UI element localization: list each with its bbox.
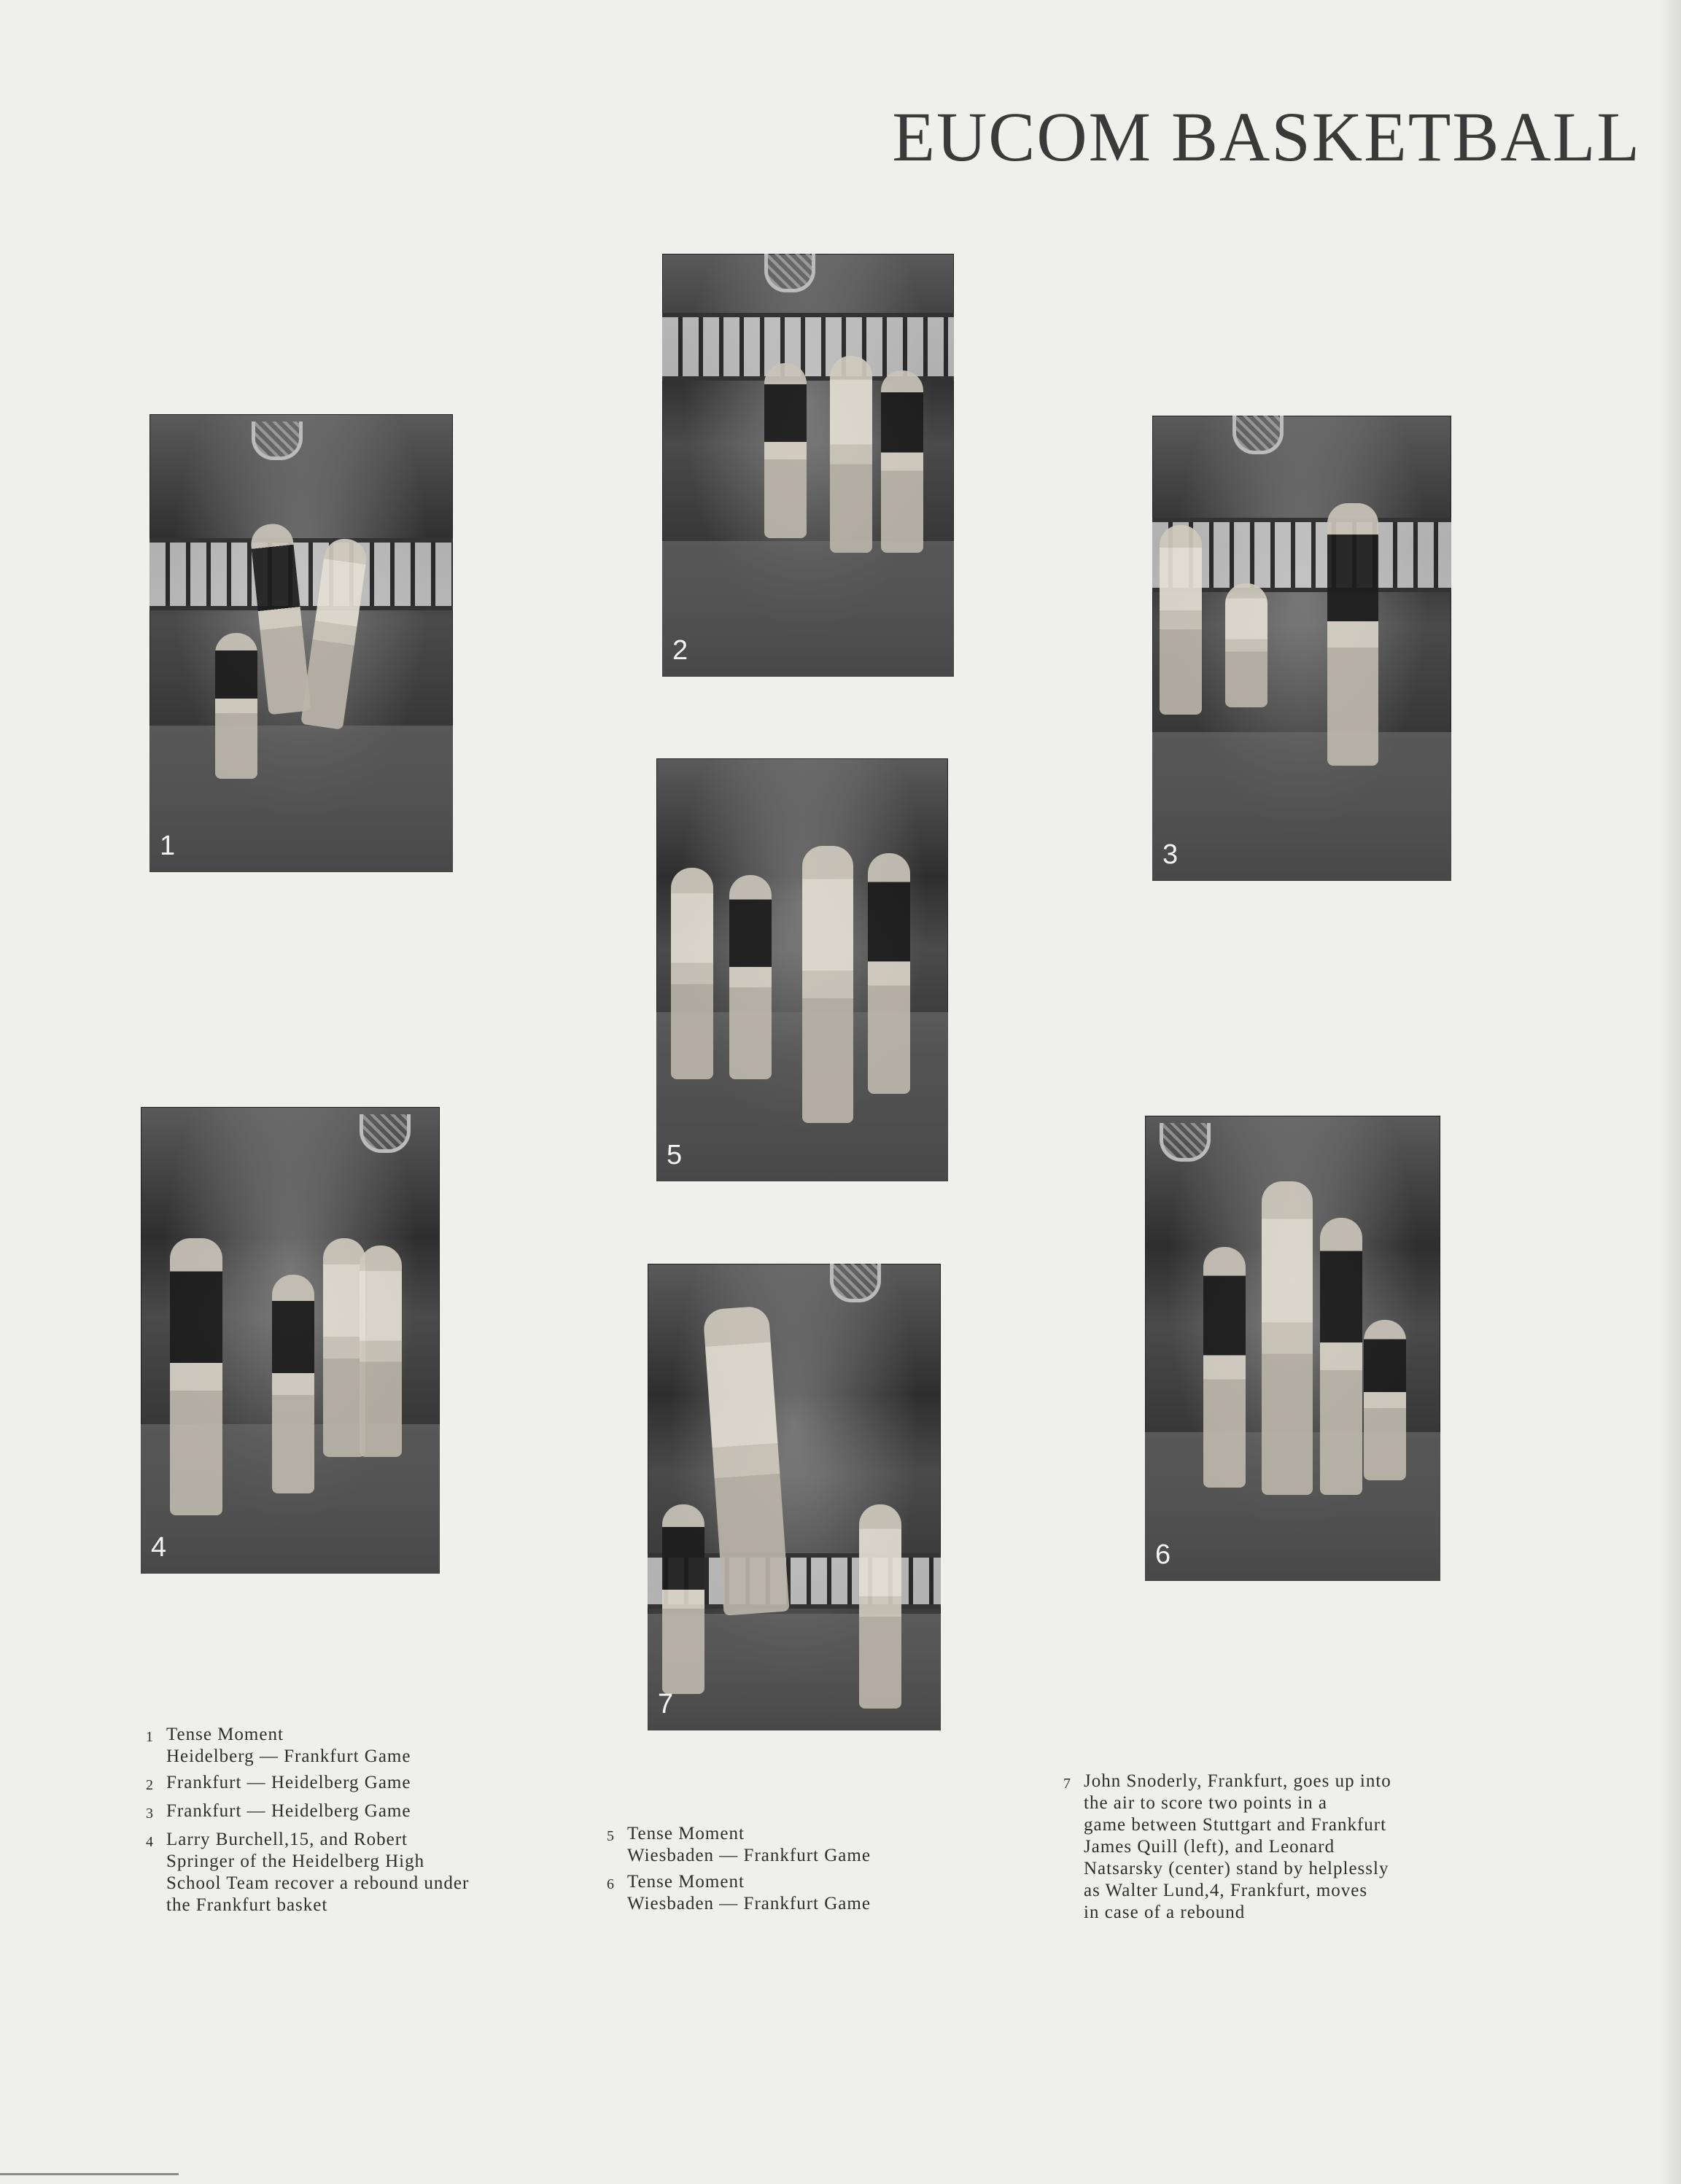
captions-right xyxy=(1063,1771,1450,1928)
caption-item: 3 Frankfurt — Heidelberg Game xyxy=(146,1801,411,1822)
photo-2 xyxy=(662,254,954,677)
page-title: EUCOM BASKETBALL xyxy=(892,98,1641,176)
photo-number: 3 xyxy=(1162,839,1179,870)
photo-number: 1 xyxy=(160,831,176,861)
hoop-icon xyxy=(1160,1123,1211,1162)
hoop-icon xyxy=(830,1264,881,1302)
photo-4 xyxy=(141,1107,440,1574)
caption-item: 5 Tense Moment Wiesbaden — Frankfurt Game xyxy=(607,1824,871,1865)
photo-number: 5 xyxy=(667,1140,683,1170)
caption-item: 7 John Snoderly, Frankfurt, goes up into the air to score two points in a game between Stuttgart and Frankfurt James Quill (left), and Leonard Natsarsky (center) stand by helplessly as Walter Lund,4, Frankfurt, moves in case of a rebound xyxy=(1063,1771,1391,1922)
hoop-icon xyxy=(360,1114,411,1153)
captions-middle xyxy=(607,1823,928,1919)
photo-number: 4 xyxy=(151,1532,167,1563)
photo-number: 2 xyxy=(672,635,688,666)
captions-left xyxy=(146,1724,540,1921)
photo-6 xyxy=(1145,1116,1440,1581)
footer-rule xyxy=(0,2173,179,2175)
photo-number: 7 xyxy=(658,1689,674,1719)
photo-3 xyxy=(1152,416,1451,881)
hoop-icon xyxy=(1232,416,1284,454)
hoop-icon xyxy=(764,254,815,292)
page-edge-shadow xyxy=(1659,0,1681,2184)
photo-7 xyxy=(648,1264,941,1730)
caption-item: 6 Tense Moment Wiesbaden — Frankfurt Game xyxy=(607,1872,871,1913)
caption-item: 2 Frankfurt — Heidelberg Game xyxy=(146,1773,411,1793)
photo-number: 6 xyxy=(1155,1539,1171,1570)
hoop-icon xyxy=(252,421,303,460)
photo-5 xyxy=(656,758,948,1181)
caption-item: 4 Larry Burchell,15, and Robert Springer of the Heidelberg High School Team recover a rebound under the Frankfurt basket xyxy=(146,1830,470,1915)
photo-1 xyxy=(150,414,453,872)
caption-item: 1 Tense Moment Heidelberg — Frankfurt Game xyxy=(146,1725,411,1766)
